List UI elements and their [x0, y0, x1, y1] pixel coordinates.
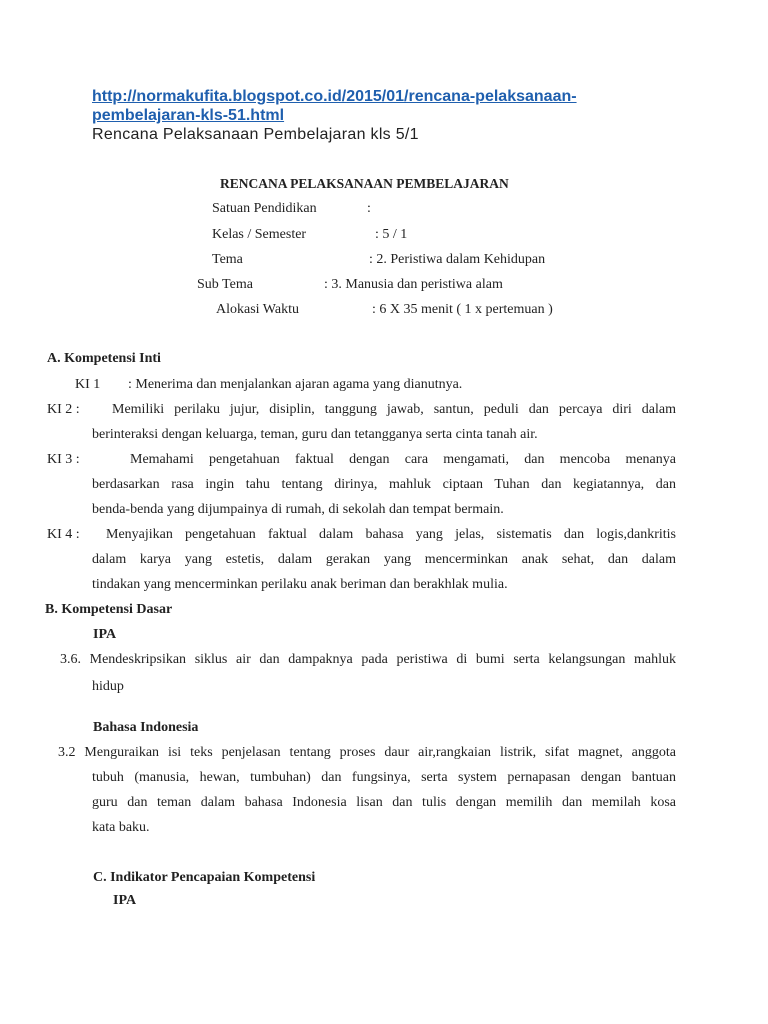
ki2-label: KI 2 :	[47, 402, 80, 417]
identity-label: Sub Tema	[197, 277, 253, 292]
ki3-label: KI 3 :	[47, 452, 80, 467]
section-c-title: C. Indikator Pencapaian Kompetensi	[93, 870, 316, 885]
identity-value: : 5 / 1	[375, 227, 408, 242]
kd-3-6: hidup	[92, 679, 124, 694]
subject-bahasa-indonesia: Bahasa Indonesia	[93, 720, 199, 735]
subject-ipa: IPA	[93, 627, 117, 642]
identity-value: : 3. Manusia dan peristiwa alam	[324, 277, 503, 292]
ki1-label: KI 1	[75, 377, 101, 392]
section-b-title: B. Kompetensi Dasar	[45, 602, 173, 617]
identity-label: Satuan Pendidikan	[212, 201, 317, 216]
ki2-text: berinteraksi dengan keluarga, teman, guru dan tetangganya serta cinta tanah air.	[92, 427, 538, 442]
document-title: Rencana Pelaksanaan Pembelajaran kls 5/1	[92, 126, 419, 143]
identity-label: Alokasi Waktu	[216, 302, 299, 317]
kd-3-6: 3.6. Mendeskripsikan siklus air dan dampaknya pada peristiwa di bumi serta kelangsungan mahluk	[60, 652, 676, 667]
kd-3-2: tubuh (manusia, hewan, tumbuhan) dan fungsinya, serta system pernapasan dengan bantuan	[92, 770, 676, 785]
ki2-text: Memiliki perilaku jujur, disiplin, tanggung jawab, santun, peduli dan percaya diri dalam	[112, 402, 676, 417]
section-a-title: A. Kompetensi Inti	[47, 351, 161, 366]
ki1-text: : Menerima dan menjalankan ajaran agama yang dianutnya.	[128, 377, 463, 392]
subject-ipa-c: IPA	[113, 893, 137, 908]
identity-label: Kelas / Semester	[212, 227, 307, 242]
ki3-text: berdasarkan rasa ingin tahu tentang dirinya, mahluk ciptaan Tuhan dan kegiatannya, dan	[92, 477, 676, 492]
ki4-label: KI 4 :	[47, 527, 80, 542]
doc-heading: RENCANA PELAKSANAAN PEMBELAJARAN	[220, 176, 509, 191]
identity-value: : 6 X 35 menit ( 1 x pertemuan )	[372, 302, 553, 317]
kd-3-2: kata baku.	[92, 820, 150, 835]
identity-value: : 2. Peristiwa dalam Kehidupan	[369, 252, 546, 267]
ki4-text: tindakan yang mencerminkan perilaku anak beriman dan berakhlak mulia.	[92, 577, 508, 592]
kd-3-2: guru dan teman dalam bahasa Indonesia lisan dan tulis dengan memilih dan memilah kosa	[92, 795, 676, 810]
identity-value: :	[367, 201, 371, 216]
kd-3-2: 3.2 Menguraikan isi teks penjelasan tentang proses daur air,rangkaian listrik, sifat magnet, anggota	[58, 745, 676, 760]
source-link[interactable]: http://normakufita.blogspot.co.id/2015/01/rencana-pelaksanaan-	[92, 88, 577, 105]
ki3-text: Memahami pengetahuan faktual dengan cara mengamati, dan mencoba menanya	[130, 452, 676, 467]
ki3-text: benda-benda yang dijumpainya di rumah, di sekolah dan tempat bermain.	[92, 502, 504, 517]
identity-label: Tema	[212, 252, 243, 267]
ki4-text: Menyajikan pengetahuan faktual dalam bahasa yang jelas, sistematis dan logis,dankritis	[106, 527, 676, 542]
source-link-continued[interactable]: pembelajaran-kls-51.html	[92, 107, 285, 124]
ki4-text: dalam karya yang estetis, dalam gerakan yang mencerminkan anak sehat, dan dalam	[92, 552, 676, 567]
